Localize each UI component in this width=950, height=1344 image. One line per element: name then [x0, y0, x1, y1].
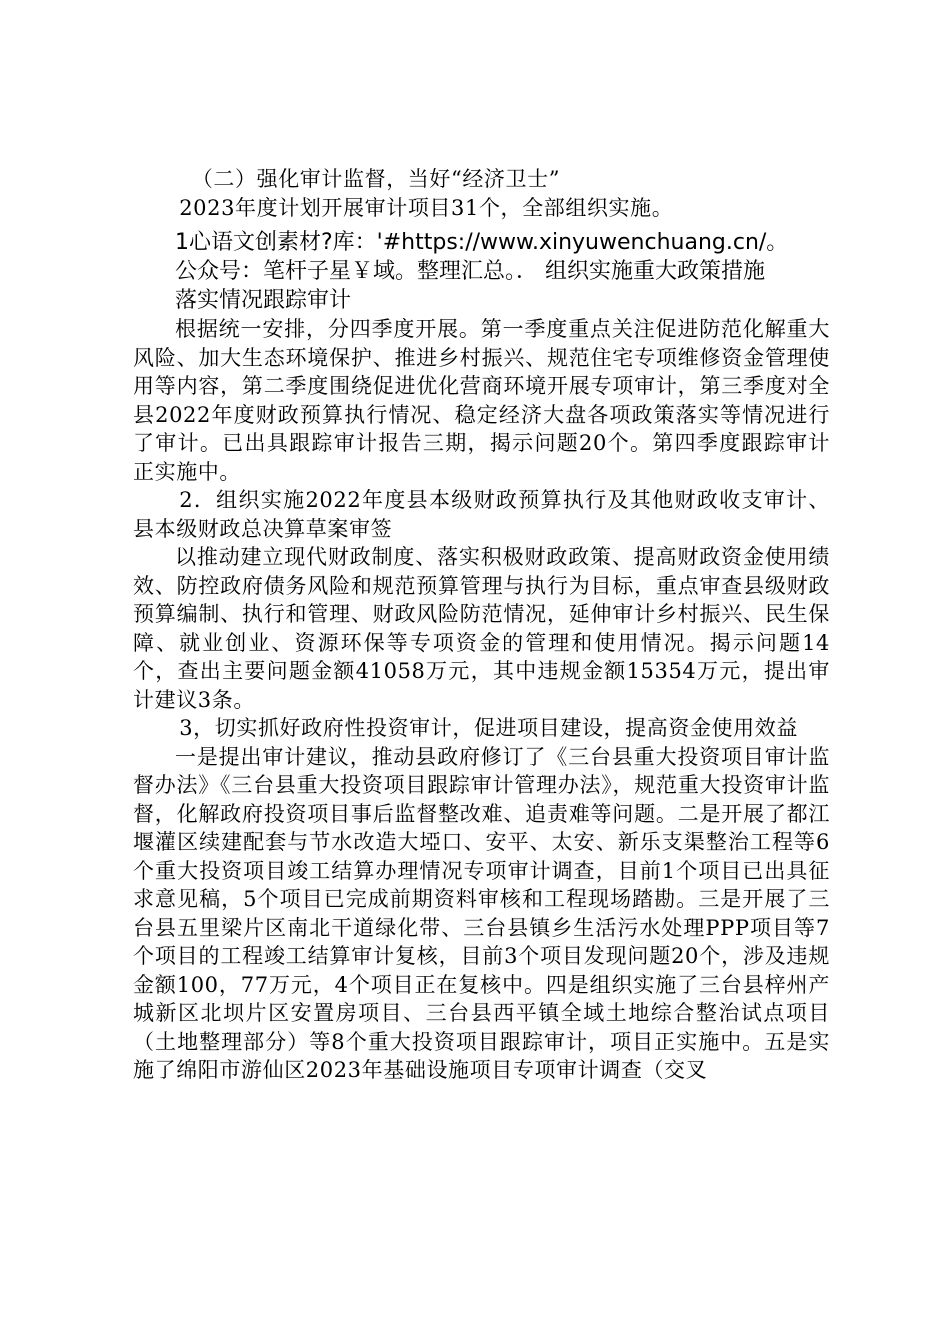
item-3-heading: 3，切实抓好政府性投资审计，促进项目建设，提高资金使用效益	[179, 716, 798, 740]
section-heading: （二）强化审计监督，当好“经济卫士”	[191, 167, 561, 191]
paragraph-3: 一是提出审计建议，推动县政府修订了《三台县重大投资项目审计监督办法》《三台县重大投资项目跟踪审计管理办法》，规范重大投资审计监督，化解政府投资项目事后监督整改难、追责难等问题。二是开展了都江堰灌区续建配套与节水改造大埡口、安平、太安、新乐支渠整治工程等6个重大投资项目竣工结算办理情况专项审计调查，目前1个项目已出具征求意见稿，5个项目已完成前期资料审核和工程现场踏勘。三是开展了三台县五里梁片区南北干道绿化带、三台县镇乡生活污水处理PPP项目等7个项目的工程竣工结算审计复核，目前3个项目发现问题20个，涉及违规金额100，77万元，4个项目正在复核中。四是组织实施了三台县梓州产城新区北坝片区安置房项目、三台县西平镇全域土地综合整治试点项目（土地整理部分）等8个重大投资项目跟踪审计，项目正实施中。五是实施了绵阳市游仙区2023年基础设施项目专项审计调查（交叉	[133, 744, 830, 1082]
item-2-heading: 2．组织实施2022年度县本级财政预算执行及其他财政收支审计、县本级财政总决算草案审签	[133, 488, 830, 541]
watermark-text	[133, 228, 830, 315]
watermark-line-2: 公众号：笔杆子星￥域。整理汇总。． 组织实施重大政策措施	[175, 259, 765, 284]
document-page	[133, 165, 830, 1085]
paragraph-2: 以推动建立现代财政制度、落实积极财政政策、提高财政资金使用绩效、防控政府债务风险和规范预算管理与执行为目标，重点审查县级财政预算编制、执行和管理、财政风险防范情况，延伸审计乡村振兴、民生保障、就业创业、资源环保等专项资金的管理和使用情况。揭示问题14个，查出主要问题金额41058万元，其中违规金额15354万元，提出审计建议3条。	[133, 545, 830, 712]
watermark-line-3: 落实情况跟踪审计	[175, 288, 352, 313]
paragraph-1: 根据统一安排，分四季度开展。第一季度重点关注促进防范化解重大风险、加大生态环境保护、推进乡村振兴、规范住宅专项维修资金管理使用等内容，第二季度围绕促进优化营商环境开展专项审计，第三季度对全县2022年度财政预算执行情况、稳定经济大盘各项政策落实等情况进行了审计。已出具跟踪审计报告三期，揭示问题20个。第四季度跟踪审计正实施中。	[133, 317, 830, 484]
intro-paragraph: 2023年度计划开展审计项目31个，全部组织实施。	[179, 195, 674, 220]
watermark-line-1: 1心语文创素材?库：'#https://www.xinyuwenchuang.cn/。	[175, 230, 789, 255]
